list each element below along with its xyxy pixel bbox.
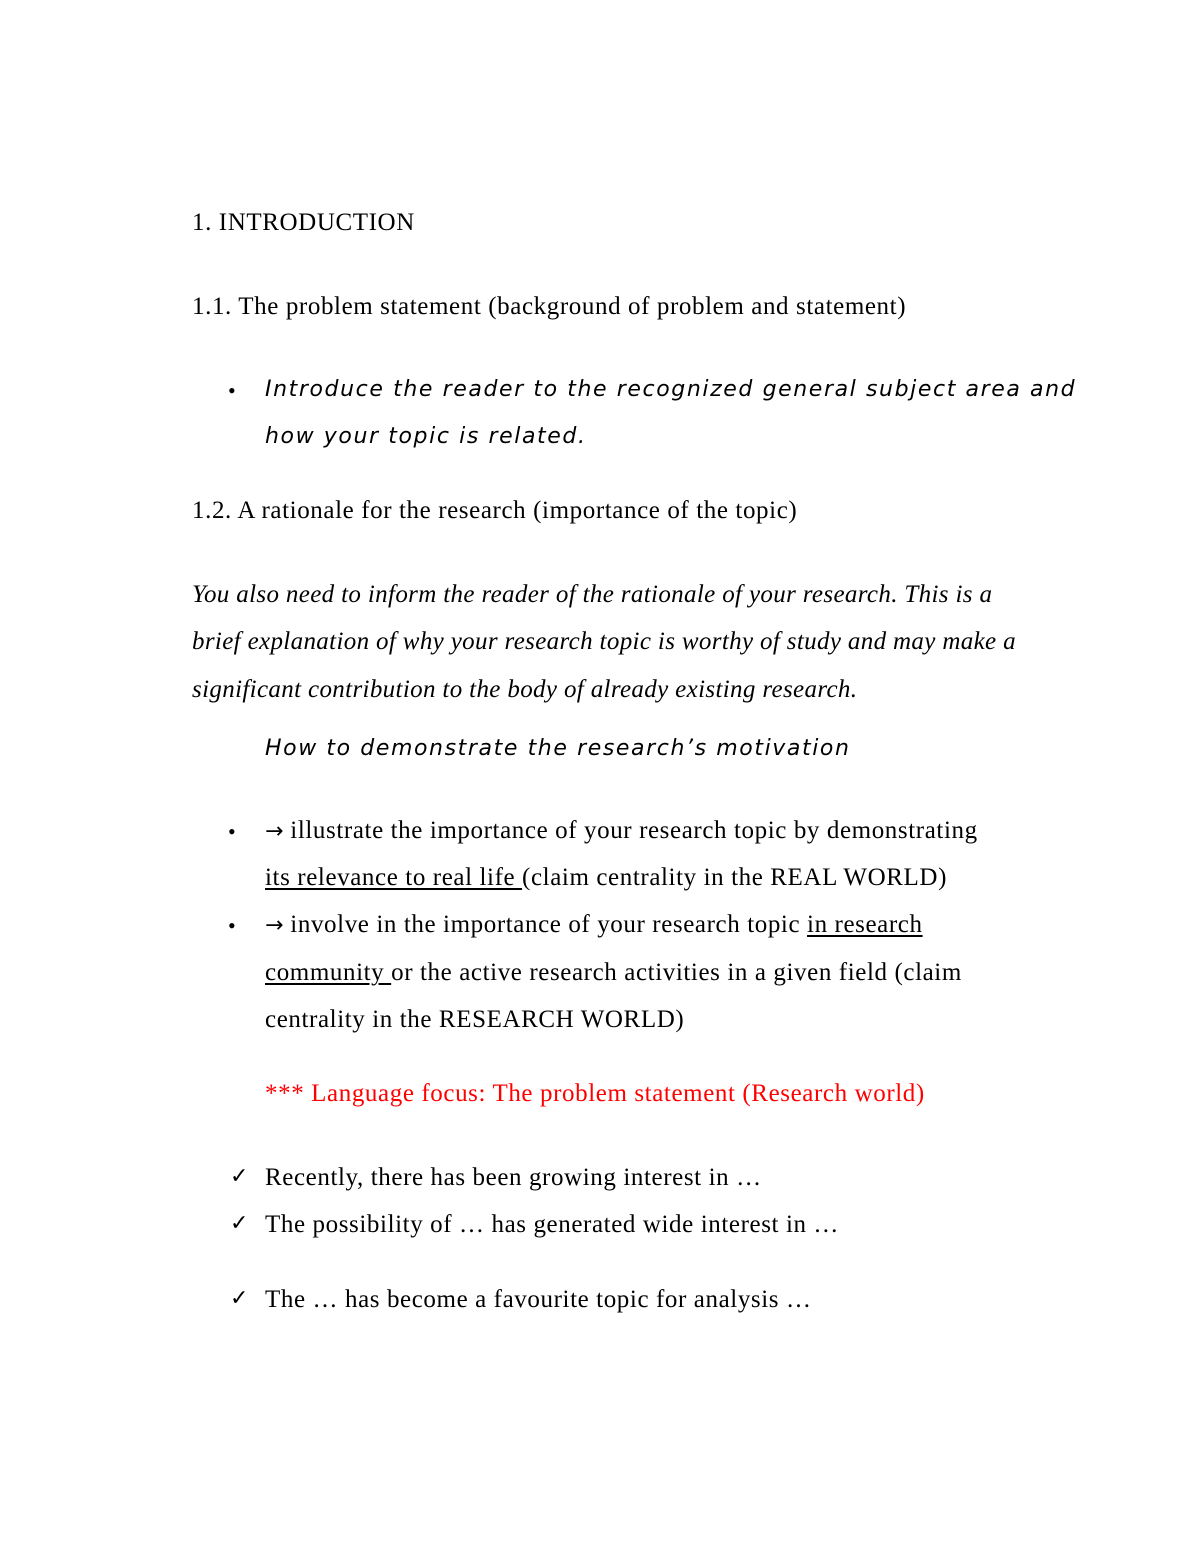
section-1-1-bullet-line-1: Introduce the reader to the recognized general subject area and [265, 377, 1077, 402]
bullet-icon: • [228, 819, 236, 844]
rationale-paragraph-line-3: significant contribution to the body of already existing research. [192, 676, 858, 703]
bullet-1-text: illustrate the importance of your research topic by demonstrating [290, 817, 978, 844]
arrow-right-icon: → [265, 819, 284, 844]
motivation-subheading: How to demonstrate the research’s motivation [265, 736, 851, 761]
bullet-icon: • [228, 378, 236, 403]
bullet-2-text: involve in the importance of your research topic [290, 911, 808, 938]
rationale-paragraph-line-2: brief explanation of why your research topic is worthy of study and may make a [192, 628, 1016, 655]
language-focus-title: *** Language focus: The problem statement (Research world) [265, 1080, 925, 1107]
bullet-2-underlined-text: in research [807, 911, 923, 938]
rationale-paragraph-line-1: You also need to inform the reader of the rationale of your research. This is a [192, 581, 993, 608]
bullet-1-rest-text: (claim centrality in the REAL WORLD) [522, 864, 948, 891]
bullet-2-line-2 [265, 958, 962, 988]
section-heading: 1. INTRODUCTION [192, 209, 415, 236]
bullet-1-line-2 [265, 863, 947, 893]
bullet-1-underlined-text: its relevance to real life [265, 864, 523, 891]
section-1-1-bullet-line-2: how your topic is related. [265, 424, 587, 449]
checklist-item-2: The possibility of … has generated wide interest in … [265, 1211, 840, 1238]
checkmark-icon: ✓ [230, 1164, 249, 1189]
bullet-2-line-1 [265, 910, 923, 941]
arrow-right-icon: → [265, 913, 284, 938]
checklist-item-3: The … has become a favourite topic for analysis … [265, 1286, 812, 1313]
bullet-2-rest-text: or the active research activities in a given field (claim [391, 959, 962, 986]
checklist-item-1: Recently, there has been growing interest in … [265, 1164, 762, 1191]
bullet-2-underlined-community: community [265, 959, 392, 986]
checkmark-icon: ✓ [230, 1286, 249, 1311]
section-1-1-title: 1.1. The problem statement (background of problem and statement) [192, 293, 907, 320]
bullet-icon: • [228, 913, 236, 938]
section-1-2-title: 1.2. A rationale for the research (importance of the topic) [192, 497, 798, 524]
bullet-2-line-3: centrality in the RESEARCH WORLD) [265, 1006, 685, 1033]
bullet-1-line-1 [265, 816, 978, 847]
checkmark-icon: ✓ [230, 1211, 249, 1236]
